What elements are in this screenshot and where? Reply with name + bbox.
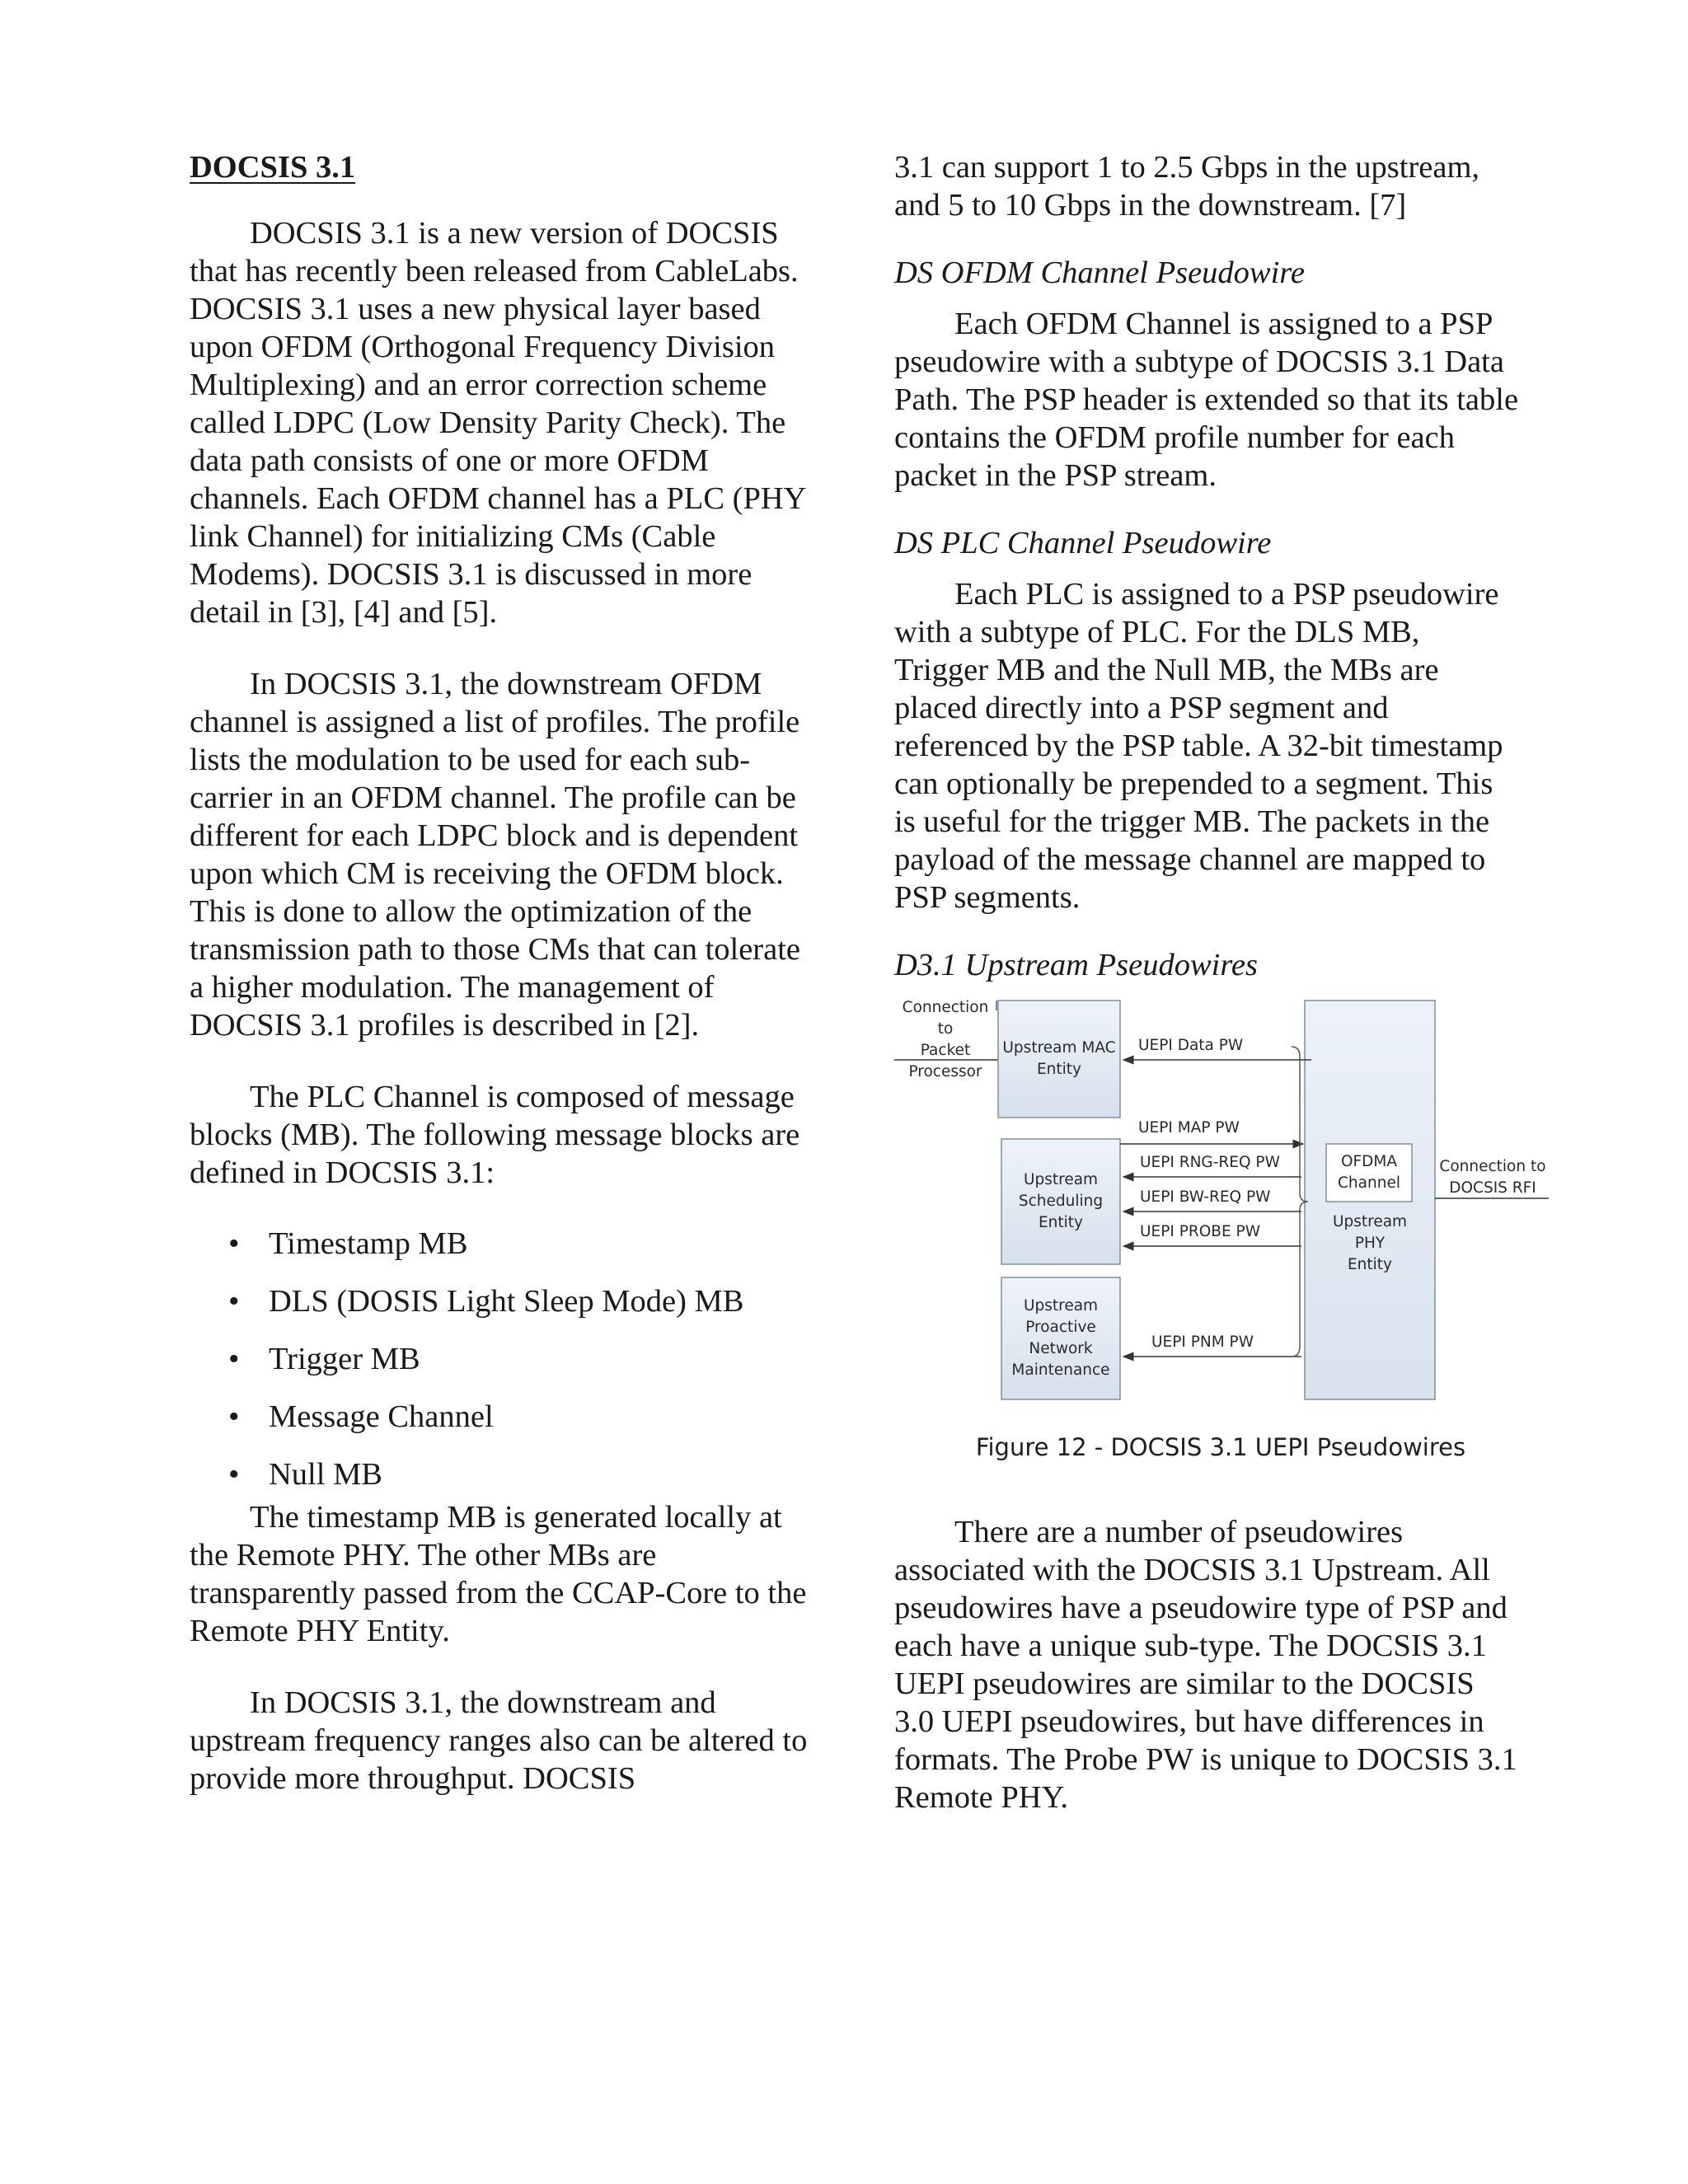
subheading: DS OFDM Channel Pseudowire — [894, 255, 1305, 290]
figure-caption: Figure 12 - DOCSIS 3.1 UEPI Pseudowires — [975, 1433, 1466, 1461]
conn-rfi-label: Connection to DOCSIS RFI — [1439, 1158, 1546, 1197]
pw-label: UEPI PNM PW — [1151, 1333, 1254, 1351]
paragraph: 3.1 can support 1 to 2.5 Gbps in the upstream, and 5 to 10 Gbps in the downstream. [7] — [894, 150, 1480, 223]
pw-label: UEPI BW-REQ PW — [1140, 1188, 1271, 1206]
list-item: • DLS (DOSIS Light Sleep Mode) MB — [190, 1282, 816, 1320]
pw-label: UEPI RNG-REQ PW — [1140, 1154, 1280, 1171]
upstream-phy-label: Upstream PHY Entity — [1332, 1213, 1408, 1273]
paragraph: In DOCSIS 3.1, the downstream and upstream frequency ranges also can be altered to provide more throughput. DOCSIS — [190, 1685, 808, 1796]
left-column — [190, 148, 816, 1797]
paragraph: The timestamp MB is generated locally at the Remote PHY. The other MBs are transparently passed from the CCAP-Core to the Remote PHY Entity. — [190, 1500, 807, 1648]
paragraph: Each PLC is assigned to a PSP pseudowire with a subtype of PLC. For the DLS MB, Trigger MB and the Null MB, the MBs are placed directly into a PSP segment and referenced by the PSP table. A 32-bit timestamp can optionally be prepended to a segment. This is useful for the trigger MB. The packets in the payload of the message channel are mapped to PSP segments. — [894, 577, 1503, 915]
list-item: • Timestamp MB — [190, 1225, 816, 1263]
scheduling-entity-label: Upstream Scheduling Entity — [1018, 1171, 1104, 1231]
pw-label: UEPI PROBE PW — [1140, 1223, 1261, 1240]
subheading: DS PLC Channel Pseudowire — [894, 526, 1272, 560]
paragraph: Each OFDM Channel is assigned to a PSP pseudowire with a subtype of DOCSIS 3.1 Data Path. The PSP header is extended so that its table contains the OFDM profile number for each packet in the PSP stream. — [894, 307, 1519, 493]
section-heading: DOCSIS 3.1 — [190, 150, 356, 185]
list-item: • Message Channel — [190, 1398, 816, 1436]
pnm-label: Upstream Proactive Network Maintenance — [1011, 1297, 1110, 1379]
pw-label: UEPI MAP PW — [1138, 1119, 1240, 1137]
ofdma-channel-label: OFDMA Channel — [1338, 1153, 1400, 1192]
subheading: D3.1 Upstream Pseudowires — [894, 948, 1258, 982]
pw-label: UEPI Data PW — [1138, 1037, 1244, 1054]
conn-packet-label: Connection to Packet Processor — [902, 999, 989, 1080]
list-item: • Trigger MB — [190, 1340, 816, 1378]
paragraph: There are a number of pseudowires associated with the DOCSIS 3.1 Upstream. All pseudowires have a pseudowire type of PSP and each have a unique sub-type. The DOCSIS 3.1 UEPI pseudowires are similar to the DOCSIS 3.0 UEPI pseudowires, but have differences in formats. The Probe PW is unique to DOCSIS 3.1 Remote PHY. — [894, 1515, 1517, 1815]
paragraph: In DOCSIS 3.1, the downstream OFDM channel is assigned a list of profiles. The profile lists the modulation to be used for each sub-carrier in an OFDM channel. The profile can be different for each LDPC block and is dependent upon which CM is receiving the OFDM block. This is done to allow the optimization of the transmission path to those CMs that can tolerate a higher modulation. The management of DOCSIS 3.1 profiles is described in [2]. — [190, 667, 800, 1043]
paragraph: The PLC Channel is composed of message blocks (MB). The following message blocks are defined in DOCSIS 3.1: — [190, 1080, 800, 1190]
mac-entity-label: Upstream MAC Entity — [1002, 1039, 1116, 1078]
paragraph: DOCSIS 3.1 is a new version of DOCSIS that has recently been released from CableLabs. DOCSIS 3.1 uses a new physical layer based upon OFDM (Orthogonal Frequency Division Multiplexing) and an error correction scheme called LDPC (Low Density Parity Check). The data path consists of one or more OFDM channels. Each OFDM channel has a PLC (PHY link Channel) for initializing CMs (Cable Modems). DOCSIS 3.1 is discussed in more detail in [3], [4] and [5]. — [190, 216, 806, 630]
uepi-pseudowire-diagram — [891, 996, 1550, 1424]
message-block-list — [190, 1225, 816, 1493]
list-item: • Null MB — [190, 1455, 816, 1493]
right-column — [894, 148, 1546, 1816]
